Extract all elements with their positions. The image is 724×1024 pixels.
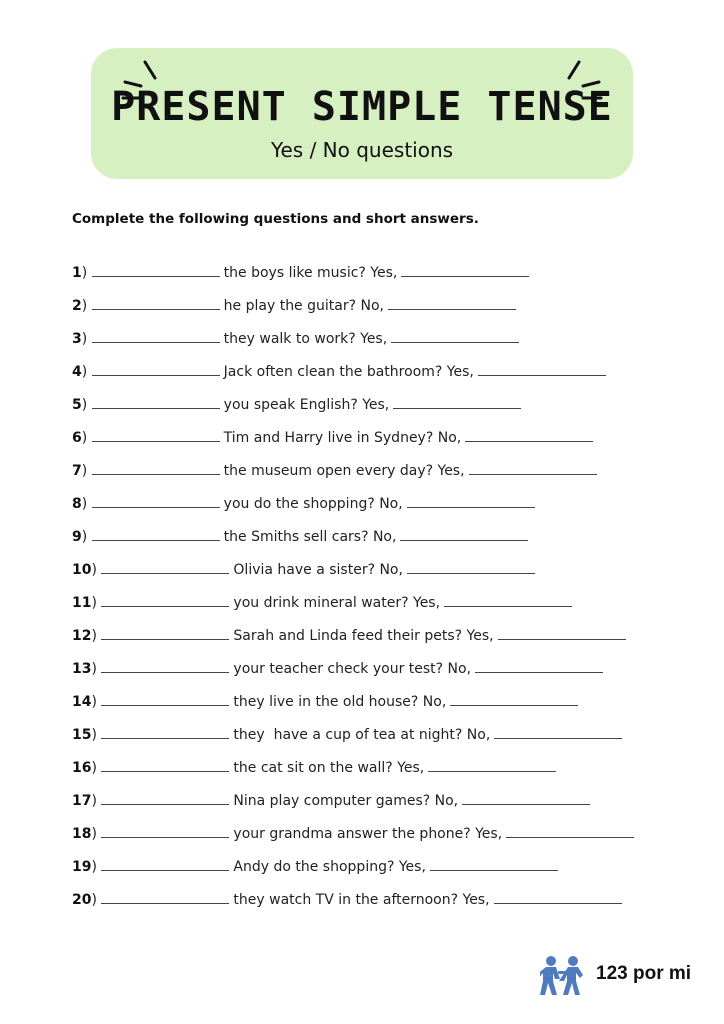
question-text: the Smiths sell cars? No, [223, 529, 397, 545]
question-text: the boys like music? Yes, [223, 265, 398, 281]
question-item [72, 658, 712, 691]
question-paren: ) [81, 298, 92, 314]
question-text: your grandma answer the phone? Yes, [233, 826, 503, 842]
question-number: 12 [72, 628, 92, 644]
question-number: 10 [72, 562, 92, 578]
answer-blank[interactable] [462, 790, 590, 805]
answer-blank[interactable] [444, 592, 572, 607]
question-list [72, 262, 712, 922]
question-text: they watch TV in the afternoon? Yes, [233, 892, 490, 908]
question-blank[interactable] [101, 757, 229, 772]
answer-blank[interactable] [401, 262, 529, 277]
question-paren: ) [91, 595, 102, 611]
question-paren: ) [91, 661, 102, 677]
question-number: 17 [72, 793, 92, 809]
question-number: 6 [72, 430, 82, 446]
question-number: 18 [72, 826, 92, 842]
question-item [72, 460, 712, 493]
question-paren: ) [81, 331, 92, 347]
question-text: the museum open every day? Yes, [223, 463, 465, 479]
answer-blank[interactable] [393, 394, 521, 409]
question-text: Andy do the shopping? Yes, [233, 859, 426, 875]
question-number: 15 [72, 727, 92, 743]
question-paren: ) [91, 793, 102, 809]
question-item [72, 724, 712, 757]
question-blank[interactable] [101, 691, 229, 706]
question-item [72, 757, 712, 790]
answer-blank[interactable] [506, 823, 634, 838]
question-text: he play the guitar? No, [223, 298, 384, 314]
question-blank[interactable] [101, 790, 229, 805]
question-blank[interactable] [92, 394, 220, 409]
question-paren: ) [81, 265, 92, 281]
question-item [72, 526, 712, 559]
question-blank[interactable] [92, 526, 220, 541]
question-text: you speak English? Yes, [223, 397, 390, 413]
question-item [72, 856, 712, 889]
question-number: 19 [72, 859, 92, 875]
question-blank[interactable] [92, 361, 220, 376]
question-blank[interactable] [101, 856, 229, 871]
question-text: Sarah and Linda feed their pets? Yes, [233, 628, 494, 644]
brand-logo [540, 952, 700, 1002]
question-paren: ) [81, 364, 92, 380]
answer-blank[interactable] [430, 856, 558, 871]
question-text: you do the shopping? No, [223, 496, 403, 512]
answer-blank[interactable] [478, 361, 606, 376]
answer-blank[interactable] [391, 328, 519, 343]
question-item [72, 295, 712, 328]
question-paren: ) [91, 727, 102, 743]
answer-blank[interactable] [494, 724, 622, 739]
answer-blank[interactable] [407, 559, 535, 574]
question-text: they have a cup of tea at night? No, [233, 727, 491, 743]
question-number: 2 [72, 298, 82, 314]
question-paren: ) [91, 628, 102, 644]
question-number: 1 [72, 265, 82, 281]
kids-logo-icon [540, 954, 588, 1000]
question-text: Tim and Harry live in Sydney? No, [223, 430, 462, 446]
answer-blank[interactable] [498, 625, 626, 640]
question-blank[interactable] [101, 889, 229, 904]
question-item [72, 427, 712, 460]
question-item [72, 559, 712, 592]
question-blank[interactable] [92, 493, 220, 508]
page-title: PRESENT SIMPLE TENSE [111, 84, 613, 130]
question-paren: ) [91, 562, 102, 578]
question-text: they live in the old house? No, [233, 694, 447, 710]
answer-blank[interactable] [475, 658, 603, 673]
question-item [72, 625, 712, 658]
question-paren: ) [91, 892, 102, 908]
question-number: 7 [72, 463, 82, 479]
question-blank[interactable] [101, 559, 229, 574]
question-paren: ) [81, 397, 92, 413]
page-subtitle: Yes / No questions [270, 138, 454, 162]
question-paren: ) [81, 430, 92, 446]
question-number: 9 [72, 529, 82, 545]
question-text: they walk to work? Yes, [223, 331, 388, 347]
question-number: 11 [72, 595, 92, 611]
title-banner [91, 48, 633, 179]
question-text: Jack often clean the bathroom? Yes, [223, 364, 474, 380]
question-number: 4 [72, 364, 82, 380]
question-number: 3 [72, 331, 82, 347]
question-paren: ) [91, 694, 102, 710]
answer-blank[interactable] [494, 889, 622, 904]
question-paren: ) [81, 529, 92, 545]
question-text: Nina play computer games? No, [233, 793, 459, 809]
question-blank[interactable] [92, 427, 220, 442]
answer-blank[interactable] [388, 295, 516, 310]
question-item [72, 889, 712, 922]
question-blank[interactable] [92, 262, 220, 277]
answer-blank[interactable] [469, 460, 597, 475]
question-item [72, 328, 712, 361]
question-paren: ) [81, 463, 92, 479]
question-text: you drink mineral water? Yes, [233, 595, 441, 611]
question-blank[interactable] [92, 328, 220, 343]
question-item [72, 394, 712, 427]
question-blank[interactable] [101, 592, 229, 607]
instructions: Complete the following questions and short answers. [72, 211, 479, 227]
question-number: 13 [72, 661, 92, 677]
question-item [72, 823, 712, 856]
question-text: your teacher check your test? No, [233, 661, 472, 677]
question-blank[interactable] [101, 658, 229, 673]
answer-blank[interactable] [400, 526, 528, 541]
question-number: 20 [72, 892, 92, 908]
question-blank[interactable] [101, 625, 229, 640]
question-blank[interactable] [101, 823, 229, 838]
question-blank[interactable] [101, 724, 229, 739]
question-number: 16 [72, 760, 92, 776]
question-paren: ) [81, 496, 92, 512]
question-number: 14 [72, 694, 92, 710]
question-item [72, 262, 712, 295]
question-paren: ) [91, 760, 102, 776]
question-item [72, 493, 712, 526]
answer-blank[interactable] [465, 427, 593, 442]
question-number: 8 [72, 496, 82, 512]
logo-text: 123 por mi [596, 963, 692, 984]
answer-blank[interactable] [428, 757, 556, 772]
answer-blank[interactable] [450, 691, 578, 706]
question-blank[interactable] [92, 460, 220, 475]
question-paren: ) [91, 859, 102, 875]
answer-blank[interactable] [407, 493, 535, 508]
question-text: Olivia have a sister? No, [233, 562, 403, 578]
question-item [72, 592, 712, 625]
question-item [72, 790, 712, 823]
question-paren: ) [91, 826, 102, 842]
question-blank[interactable] [92, 295, 220, 310]
question-item [72, 361, 712, 394]
question-number: 5 [72, 397, 82, 413]
question-item [72, 691, 712, 724]
question-text: the cat sit on the wall? Yes, [233, 760, 425, 776]
